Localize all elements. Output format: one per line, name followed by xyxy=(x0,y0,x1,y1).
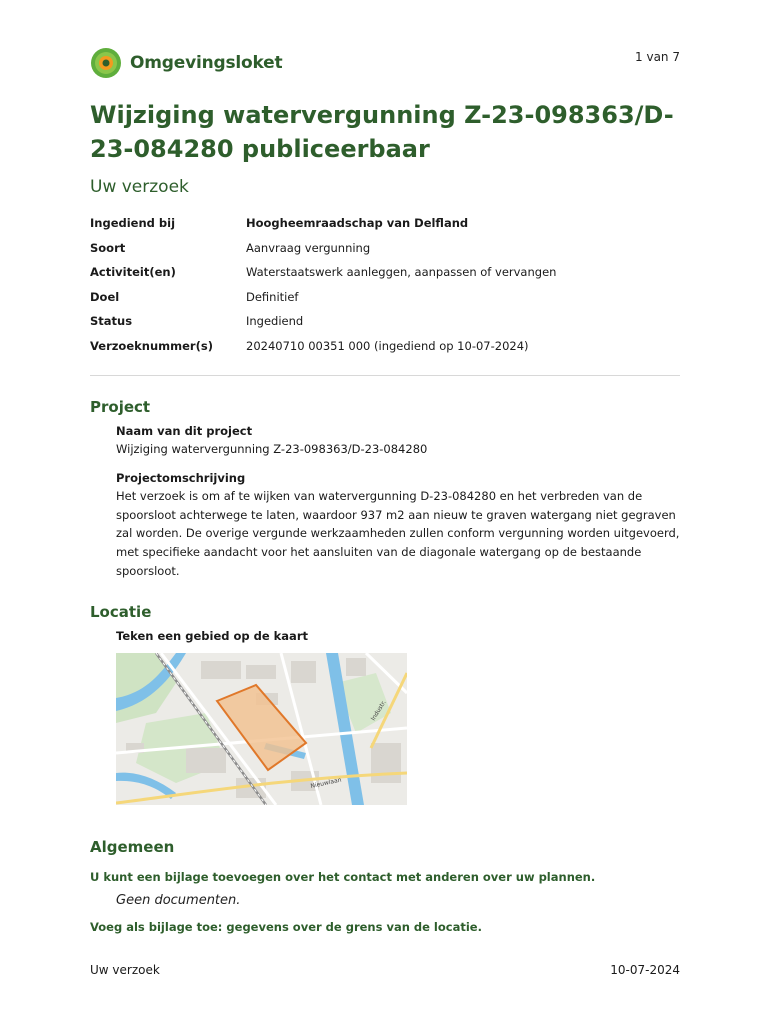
detail-label: Soort xyxy=(90,240,126,255)
section-heading-locatie: Locatie xyxy=(90,603,152,621)
detail-value: Ingediend xyxy=(246,314,304,329)
detail-row-soort xyxy=(90,236,680,261)
logo-text: Omgevingsloket xyxy=(130,53,283,73)
detail-row-doel xyxy=(90,285,680,310)
detail-value: 20240710 00351 000 (ingediend op 10-07-2024) xyxy=(246,338,529,353)
detail-row-status xyxy=(90,309,680,334)
detail-row-verzoeknummer xyxy=(90,334,680,359)
detail-label: Ingediend bij xyxy=(90,216,176,231)
detail-value: Hoogheemraadschap van Delfland xyxy=(246,216,469,231)
attachment-notice-boundary: Voeg als bijlage toe: gegevens over de grens van de locatie. xyxy=(90,920,482,934)
logo-icon xyxy=(90,47,122,79)
detail-value: Aanvraag vergunning xyxy=(246,240,371,255)
project-name-label: Naam van dit project xyxy=(116,424,253,438)
project-name-block xyxy=(116,424,680,459)
page-title: Wijziging watervergunning Z-23-098363/D-23-084280 publiceerbaar xyxy=(90,101,674,163)
page-indicator: 1 van 7 xyxy=(635,50,680,64)
detail-row-activiteit xyxy=(90,260,680,285)
footer-date: 10-07-2024 xyxy=(610,963,680,977)
section-heading-verzoek: Uw verzoek xyxy=(90,177,189,197)
no-documents-text: Geen documenten. xyxy=(116,893,241,908)
map-street-label: Nieuwlaan xyxy=(309,776,343,790)
attachment-notice-contact: U kunt een bijlage toevoegen over het contact met anderen over uw plannen. xyxy=(90,870,596,884)
project-description-value: Het verzoek is om af te wijken van watervergunning D-23-084280 en het verbreden van de spoorsloot achterwege te laten, waardoor 937 m2 aan nieuw te graven watergang niet gegraven zal worden. De overige vergunde werkzaamheden zullen conform vergunning worden uitgevoerd, met specifieke aandacht voor het aansluiten van de diagonale watergang op de bestaande spoorsloot. xyxy=(116,489,680,578)
project-description-label: Projectomschrijving xyxy=(116,471,246,485)
section-heading-project: Project xyxy=(90,398,151,416)
detail-label: Status xyxy=(90,314,133,329)
map-street-label: Industr. xyxy=(369,699,388,723)
detail-label: Doel xyxy=(90,289,120,304)
project-description-block xyxy=(116,471,680,581)
detail-value: Waterstaatswerk aanleggen, aanpassen of vervangen xyxy=(246,265,557,280)
omgevingsloket-logo xyxy=(90,47,282,79)
detail-value: Definitief xyxy=(246,289,299,304)
section-divider xyxy=(90,375,680,376)
location-map[interactable] xyxy=(116,653,407,805)
map-label: Teken een gebied op de kaart xyxy=(116,629,308,643)
project-name-value: Wijziging watervergunning Z-23-098363/D-23-084280 xyxy=(116,442,428,456)
detail-label: Verzoeknummer(s) xyxy=(90,338,213,353)
detail-row-ingediend-bij xyxy=(90,211,680,236)
map-graphic xyxy=(116,653,407,805)
detail-label: Activiteit(en) xyxy=(90,265,176,280)
section-heading-algemeen: Algemeen xyxy=(90,838,175,856)
footer-section-label: Uw verzoek xyxy=(90,963,160,977)
map-label-block xyxy=(116,629,680,645)
request-details xyxy=(90,211,680,358)
